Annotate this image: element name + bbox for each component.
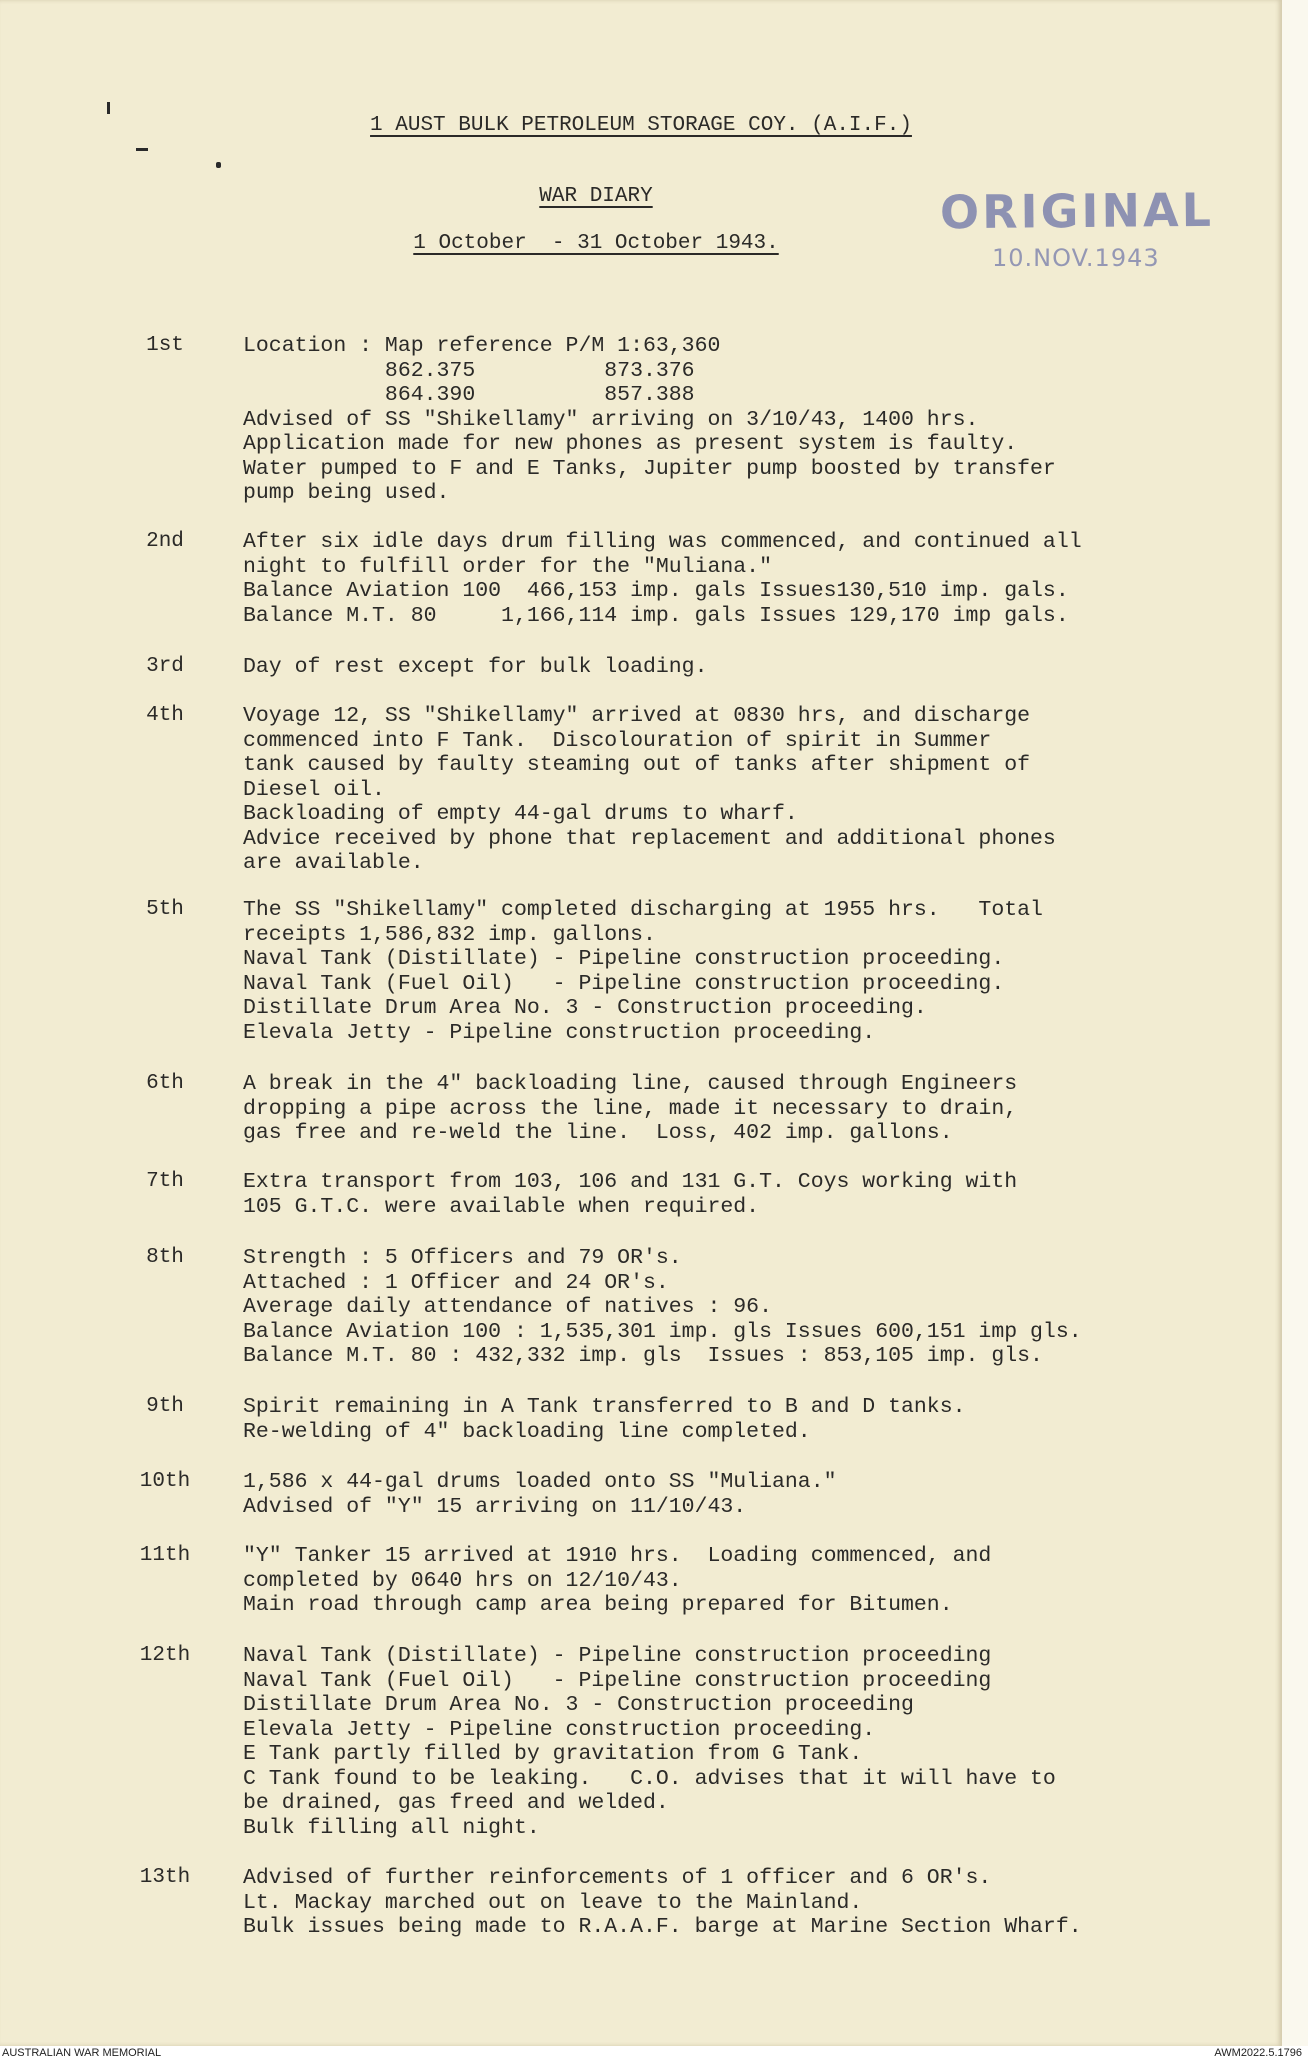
entry-line: 1,586 x 44-gal drums loaded onto SS "Muliana.": [243, 1470, 837, 1494]
entry-line: are available.: [243, 851, 424, 875]
archive-label: AUSTRALIAN WAR MEMORIAL: [2, 2047, 162, 2059]
entry-text: [243, 1644, 1243, 1840]
entry-day: 9th: [146, 1395, 184, 1418]
entry-line: Naval Tank (Fuel Oil) - Pipeline construction proceeding: [243, 1668, 992, 1693]
entry-day: 11th: [139, 1544, 191, 1567]
entry-line: Balance M.T. 80 1,166,114 imp. gals Issues 129,170 imp gals.: [243, 603, 1069, 628]
entry-day: 1st: [146, 334, 184, 357]
entry-line: Elevala Jetty - Pipeline construction proceeding.: [243, 1020, 876, 1045]
entry-line: Location : Map reference P/M 1:63,360: [243, 334, 721, 358]
entry-line: be drained, gas freed and welded.: [243, 1791, 669, 1815]
entry-day: 5th: [146, 898, 184, 921]
entry-line: tank caused by faulty steaming out of tanks after shipment of: [243, 753, 1031, 777]
original-stamp: ORIGINAL: [939, 182, 1215, 240]
unit-title: 1 AUST BULK PETROLEUM STORAGE COY. (A.I.F.): [370, 114, 912, 137]
entry-line: Distillate Drum Area No. 3 - Construction proceeding.: [243, 996, 927, 1020]
ink-mark: [136, 148, 148, 151]
entry-line: Extra transport from 103, 106 and 131 G.T. Coys working with: [243, 1170, 1018, 1194]
entry-day: 10th: [139, 1470, 191, 1493]
entry-line: Voyage 12, SS "Shikellamy" arrived at 0830 hrs, and discharge: [243, 704, 1031, 728]
entry-line: Balance Aviation 100 466,153 imp. gals Issues130,510 imp. gals.: [243, 579, 1069, 603]
page-edge: [1282, 0, 1308, 2046]
entry-text: [243, 1170, 1243, 1219]
entry-day: 12th: [139, 1644, 191, 1667]
entry-line: Application made for new phones as present system is faulty.: [243, 432, 1018, 456]
diary-title: WAR DIARY: [539, 185, 653, 208]
entry-line: After six idle days drum filling was commenced, and continued all: [243, 530, 1082, 554]
entry-line: Day of rest except for bulk loading.: [243, 655, 708, 679]
entry-line: Attached : 1 Officer and 24 OR's.: [243, 1270, 669, 1295]
entry-line: 105 G.T.C. were available when required.: [243, 1194, 760, 1219]
entry-line: Spirit remaining in A Tank transferred to B and D tanks.: [243, 1395, 966, 1419]
entry-line: Balance Aviation 100 : 1,535,301 imp. gls Issues 600,151 imp gls.: [243, 1319, 1082, 1344]
entry-line: receipts 1,586,832 imp. gallons.: [243, 922, 656, 947]
ink-mark: [216, 162, 221, 168]
entry-day: 3rd: [146, 655, 184, 678]
entry-line: Naval Tank (Fuel Oil) - Pipeline construction proceeding.: [243, 971, 1005, 996]
ink-mark: [107, 102, 110, 114]
entry-day: 7th: [146, 1170, 184, 1193]
entry-text: [243, 334, 1243, 506]
entry-line: pump being used.: [243, 481, 450, 505]
entry-line: Bulk filling all night.: [243, 1815, 540, 1840]
entry-line: C Tank found to be leaking. C.O. advises that it will have to: [243, 1766, 1056, 1791]
entry-line: Bulk issues being made to R.A.A.F. barge at Marine Section Wharf.: [243, 1915, 1082, 1939]
entry-line: "Y" Tanker 15 arrived at 1910 hrs. Loading commenced, and: [243, 1544, 992, 1568]
entry-line: completed by 0640 hrs on 12/10/43.: [243, 1568, 682, 1593]
entry-line: Balance M.T. 80 : 432,332 imp. gls Issues : 853,105 imp. gls.: [243, 1344, 1043, 1368]
entry-text: [243, 530, 1243, 628]
entry-line: Distillate Drum Area No. 3 - Construction proceeding: [243, 1693, 914, 1717]
entry-line: 862.375 873.376: [243, 358, 695, 383]
entry-line: Diesel oil.: [243, 777, 385, 802]
entry-text: [243, 1246, 1243, 1369]
archive-reference: AWM2022.5.1796: [1214, 2047, 1302, 2059]
entry-line: Naval Tank (Distillate) - Pipeline construction proceeding.: [243, 947, 1005, 971]
entry-line: Re-welding of 4" backloading line completed.: [243, 1419, 811, 1444]
entry-line: Elevala Jetty - Pipeline construction proceeding.: [243, 1717, 876, 1742]
entry-line: A break in the 4" backloading line, caused through Engineers: [243, 1072, 1018, 1096]
entry-day: 8th: [146, 1246, 184, 1269]
entry-day: 2nd: [146, 530, 184, 553]
entry-line: gas free and re-weld the line. Loss, 402 imp. gallons.: [243, 1121, 953, 1145]
entry-line: Average daily attendance of natives : 96.: [243, 1295, 772, 1319]
entry-day: 6th: [146, 1072, 184, 1095]
entry-text: [243, 1544, 1243, 1618]
entry-line: commenced into F Tank. Discolouration of spirit in Summer: [243, 728, 992, 753]
entry-line: Strength : 5 Officers and 79 OR's.: [243, 1246, 682, 1270]
entry-line: E Tank partly filled by gravitation from G Tank.: [243, 1742, 863, 1766]
entry-line: Backloading of empty 44-gal drums to wharf.: [243, 802, 798, 826]
entry-line: Main road through camp area being prepared for Bitumen.: [243, 1593, 953, 1617]
entry-line: Advice received by phone that replacement and additional phones: [243, 826, 1056, 851]
entry-line: 864.390 857.388: [243, 383, 695, 407]
entry-text: [243, 1470, 1243, 1519]
entry-text: [243, 704, 1243, 876]
entry-line: Advised of SS "Shikellamy" arriving on 3/10/43, 1400 hrs.: [243, 407, 979, 432]
entry-text: [243, 898, 1243, 1045]
entry-line: night to fulfill order for the "Muliana.": [243, 554, 772, 579]
entry-line: dropping a pipe across the line, made it necessary to drain,: [243, 1096, 1018, 1121]
entry-day: 13th: [139, 1866, 191, 1889]
diary-period: 1 October - 31 October 1943.: [413, 232, 779, 255]
entry-text: [243, 1866, 1243, 1940]
entry-line: Naval Tank (Distillate) - Pipeline construction proceeding: [243, 1644, 992, 1668]
entry-line: Water pumped to F and E Tanks, Jupiter pump boosted by transfer: [243, 456, 1056, 481]
entry-line: Lt. Mackay marched out on leave to the Mainland.: [243, 1890, 863, 1915]
entry-text: [243, 1072, 1243, 1146]
entry-text: [243, 655, 1243, 680]
entry-line: Advised of further reinforcements of 1 officer and 6 OR's.: [243, 1866, 992, 1890]
entry-text: [243, 1395, 1243, 1444]
entry-day: 4th: [146, 704, 184, 727]
entry-line: The SS "Shikellamy" completed discharging at 1955 hrs. Total: [243, 898, 1043, 922]
stamp-date: 10.NOV.1943: [992, 244, 1160, 272]
entry-line: Advised of "Y" 15 arriving on 11/10/43.: [243, 1494, 747, 1519]
